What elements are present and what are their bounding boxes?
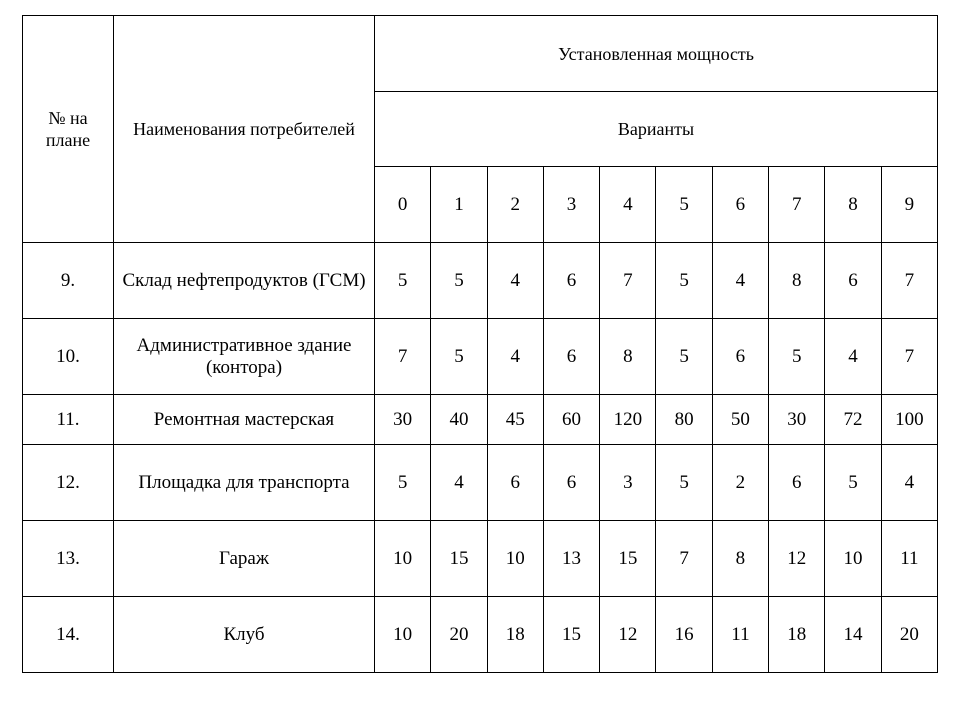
- power-value-cell: 4: [431, 445, 487, 521]
- power-value-cell: 8: [769, 243, 825, 319]
- power-value-cell: 7: [600, 243, 656, 319]
- consumer-name-cell: Склад нефтепродуктов (ГСМ): [114, 243, 375, 319]
- power-value-cell: 2: [712, 445, 768, 521]
- table-body: [23, 16, 938, 673]
- power-value-cell: 12: [769, 521, 825, 597]
- power-value-cell: 60: [543, 395, 599, 445]
- table-row: [23, 445, 938, 521]
- power-value-cell: 4: [881, 445, 937, 521]
- power-value-cell: 10: [825, 521, 881, 597]
- table-row: [23, 395, 938, 445]
- power-value-cell: 14: [825, 597, 881, 673]
- variant-number-8: 8: [825, 167, 881, 243]
- power-value-cell: 15: [543, 597, 599, 673]
- power-value-cell: 18: [769, 597, 825, 673]
- power-value-cell: 12: [600, 597, 656, 673]
- plan-number-cell: 11.: [23, 395, 114, 445]
- header-consumer-names: Наименования потребителей: [114, 16, 375, 243]
- power-value-cell: 13: [543, 521, 599, 597]
- power-value-cell: 5: [431, 243, 487, 319]
- consumer-name-cell: Клуб: [114, 597, 375, 673]
- table-row: [23, 243, 938, 319]
- power-value-cell: 20: [881, 597, 937, 673]
- plan-number-cell: 14.: [23, 597, 114, 673]
- power-value-cell: 5: [431, 319, 487, 395]
- power-value-cell: 30: [375, 395, 431, 445]
- power-value-cell: 15: [600, 521, 656, 597]
- power-value-cell: 6: [543, 445, 599, 521]
- header-plan-number: № на плане: [23, 16, 114, 243]
- power-value-cell: 5: [656, 445, 712, 521]
- variant-number-2: 2: [487, 167, 543, 243]
- power-value-cell: 45: [487, 395, 543, 445]
- power-value-cell: 5: [656, 319, 712, 395]
- power-value-cell: 4: [712, 243, 768, 319]
- consumer-name-cell: Ремонтная мастерская: [114, 395, 375, 445]
- table-row: [23, 521, 938, 597]
- power-value-cell: 10: [375, 597, 431, 673]
- power-value-cell: 6: [543, 319, 599, 395]
- power-value-cell: 8: [712, 521, 768, 597]
- power-value-cell: 6: [487, 445, 543, 521]
- power-value-cell: 3: [600, 445, 656, 521]
- variant-number-1: 1: [431, 167, 487, 243]
- power-consumers-table: [22, 15, 938, 673]
- power-value-cell: 120: [600, 395, 656, 445]
- power-value-cell: 7: [881, 319, 937, 395]
- consumer-name-cell: Гараж: [114, 521, 375, 597]
- power-value-cell: 5: [656, 243, 712, 319]
- plan-number-cell: 13.: [23, 521, 114, 597]
- power-value-cell: 11: [881, 521, 937, 597]
- power-value-cell: 40: [431, 395, 487, 445]
- power-value-cell: 8: [600, 319, 656, 395]
- header-installed-power: Установленная мощность: [375, 16, 938, 92]
- plan-number-cell: 9.: [23, 243, 114, 319]
- header-row-power: [23, 16, 938, 92]
- power-value-cell: 11: [712, 597, 768, 673]
- variant-number-3: 3: [543, 167, 599, 243]
- power-value-cell: 7: [881, 243, 937, 319]
- power-value-cell: 7: [656, 521, 712, 597]
- consumer-name-cell: Административное здание (контора): [114, 319, 375, 395]
- power-value-cell: 6: [543, 243, 599, 319]
- power-value-cell: 10: [487, 521, 543, 597]
- variant-number-6: 6: [712, 167, 768, 243]
- variant-number-7: 7: [769, 167, 825, 243]
- power-value-cell: 4: [487, 319, 543, 395]
- variant-number-0: 0: [375, 167, 431, 243]
- power-value-cell: 100: [881, 395, 937, 445]
- power-value-cell: 5: [825, 445, 881, 521]
- power-value-cell: 5: [375, 243, 431, 319]
- power-value-cell: 80: [656, 395, 712, 445]
- variant-number-5: 5: [656, 167, 712, 243]
- power-value-cell: 30: [769, 395, 825, 445]
- table-row: [23, 597, 938, 673]
- power-value-cell: 4: [825, 319, 881, 395]
- power-value-cell: 15: [431, 521, 487, 597]
- power-value-cell: 5: [769, 319, 825, 395]
- power-value-cell: 6: [825, 243, 881, 319]
- power-value-cell: 20: [431, 597, 487, 673]
- power-value-cell: 6: [712, 319, 768, 395]
- variant-number-9: 9: [881, 167, 937, 243]
- power-value-cell: 72: [825, 395, 881, 445]
- power-value-cell: 7: [375, 319, 431, 395]
- power-value-cell: 10: [375, 521, 431, 597]
- table-row: [23, 319, 938, 395]
- header-variants: Варианты: [375, 92, 938, 167]
- power-value-cell: 4: [487, 243, 543, 319]
- variant-number-4: 4: [600, 167, 656, 243]
- plan-number-cell: 12.: [23, 445, 114, 521]
- power-value-cell: 6: [769, 445, 825, 521]
- consumer-name-cell: Площадка для транспорта: [114, 445, 375, 521]
- power-value-cell: 5: [375, 445, 431, 521]
- power-value-cell: 18: [487, 597, 543, 673]
- power-value-cell: 16: [656, 597, 712, 673]
- power-value-cell: 50: [712, 395, 768, 445]
- plan-number-cell: 10.: [23, 319, 114, 395]
